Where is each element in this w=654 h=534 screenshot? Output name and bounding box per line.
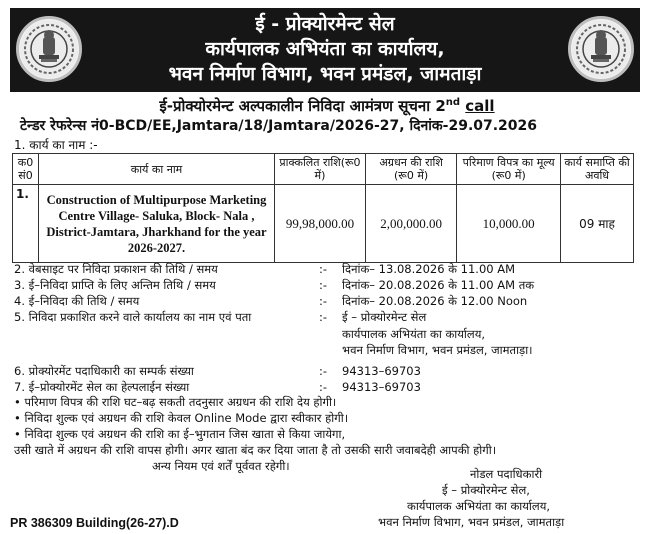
state-emblem-icon: [568, 16, 634, 82]
detail-line: 3. ई–निविदा प्राप्ति के लिए अन्तिम तिथि / समय :- दिनांक– 20.08.2026 के 11.00 AM तक: [14, 278, 535, 292]
office-address-line: कार्यपालक अभियंता का कार्यालय,: [342, 327, 486, 341]
table-header: कार्य का नाम: [39, 154, 275, 185]
detail-line: 5. निविदा प्रकाशित करने वाले कार्यालय का नाम एवं पता :- ई – प्रोक्योरमेन्ट सेल: [14, 310, 427, 324]
signature-title: नोडल पदाधिकारी: [470, 467, 543, 481]
table-header: प्राक्कलित राशि(रू0 में): [275, 154, 366, 185]
table-header: क0 सं0: [13, 154, 39, 185]
boq-cost-cell: 10,000.00: [457, 185, 561, 263]
serial-cell: 1.: [13, 185, 39, 263]
tender-reference: टेन्डर रेफरेन्स नं0-BCD/EE,Jamtara/18/Jamtara/2026-27, दिनांक-29.07.2026: [20, 118, 538, 134]
signature-line: भवन निर्माण विभाग, भवन प्रमंडल, जामताड़ा: [378, 515, 565, 529]
detail-line: 2. वेबसाइट पर निविदा प्रकाशन की तिथि / समय :- दिनांक– 13.08.2026 के 11.00 AM: [14, 262, 516, 276]
state-emblem-icon: [16, 16, 82, 82]
other-terms: अन्य नियम एवं शर्तें पूर्ववत रहेगी।: [152, 459, 290, 473]
table-row: [13, 185, 634, 263]
header-line-2: कार्यपालक अभियंता का कार्यालय,: [205, 38, 445, 60]
table-header-row: [13, 154, 634, 185]
contact-line: 6. प्रोक्योरमेंट पदाधिकारी का सम्पर्क संख्या :- 94313–69703: [14, 364, 421, 378]
detail-line: 4. ई–निविदा की तिथि / समय :- दिनांक– 20.08.2026 के 12.00 Noon: [14, 294, 528, 308]
note-bullet: • परिमाण विपत्र की राशि घट–बढ़ सकती तदनुसार अग्रधन की राशि देय होगी।: [14, 395, 337, 409]
completion-period-cell: 09 माह: [561, 185, 634, 263]
header-line-1: ई - प्रोक्योरमेन्ट सेल: [255, 13, 395, 35]
earnest-money-cell: 2,00,000.00: [365, 185, 456, 263]
estimated-amount-cell: 99,98,000.00: [275, 185, 366, 263]
note-bullet: • निविदा शुल्क एवं अग्रधन की राशि केवल Online Mode द्वारा स्वीकार होगी।: [14, 411, 349, 425]
pr-number: PR 386309 Building(26-27).D: [10, 516, 179, 530]
contact-line: 7. ई–प्रोक्योरमेंट सेल का हेल्पलाईन संख्या :- 94313–69703: [14, 380, 421, 394]
signature-line: कार्यपालक अभियंता का कार्यालय,: [407, 499, 551, 513]
header-banner: [10, 8, 640, 92]
note-bullet: • निविदा शुल्क एवं अग्रधन की राशि का ई–भुगतान जिस खाता से किया जायेगा,: [14, 427, 346, 441]
table-header: कार्य समाप्ति की अवधि: [561, 154, 634, 185]
signature-line: ई – प्रोक्योरमेन्ट सेल,: [442, 483, 530, 497]
note-bullet: उसी खाते में अग्रधन की राशि वापस होगी। अगर खाता बंद कर दिया जाता है तो उसकी सारी जवाबदेही आपकी होगी।: [14, 443, 497, 457]
tender-notice-page: [2, 2, 652, 532]
work-table: [12, 153, 634, 263]
table-header: अग्रधन की राशि (रू0 में): [365, 154, 456, 185]
table-header: परिमाण विपत्र का मूल्य (रू0 में): [457, 154, 561, 185]
notice-title: ई-प्रोक्योरमेन्ट अल्पकालीन निविदा आमंत्रण सूचना 2nd call: [159, 97, 495, 115]
work-name-cell: Construction of Multipurpose Marketing Centre Village- Saluka, Block- Nala , District-Jamtara, Jharkhand for the year 2026-2027.: [39, 185, 275, 263]
header-line-3: भवन निर्माण विभाग, भवन प्रमंडल, जामताड़ा: [168, 63, 482, 85]
office-address-line: भवन निर्माण विभाग, भवन प्रमंडल, जामताड़ा।: [342, 343, 533, 357]
work-name-label: 1. कार्य का नाम :-: [14, 138, 98, 152]
